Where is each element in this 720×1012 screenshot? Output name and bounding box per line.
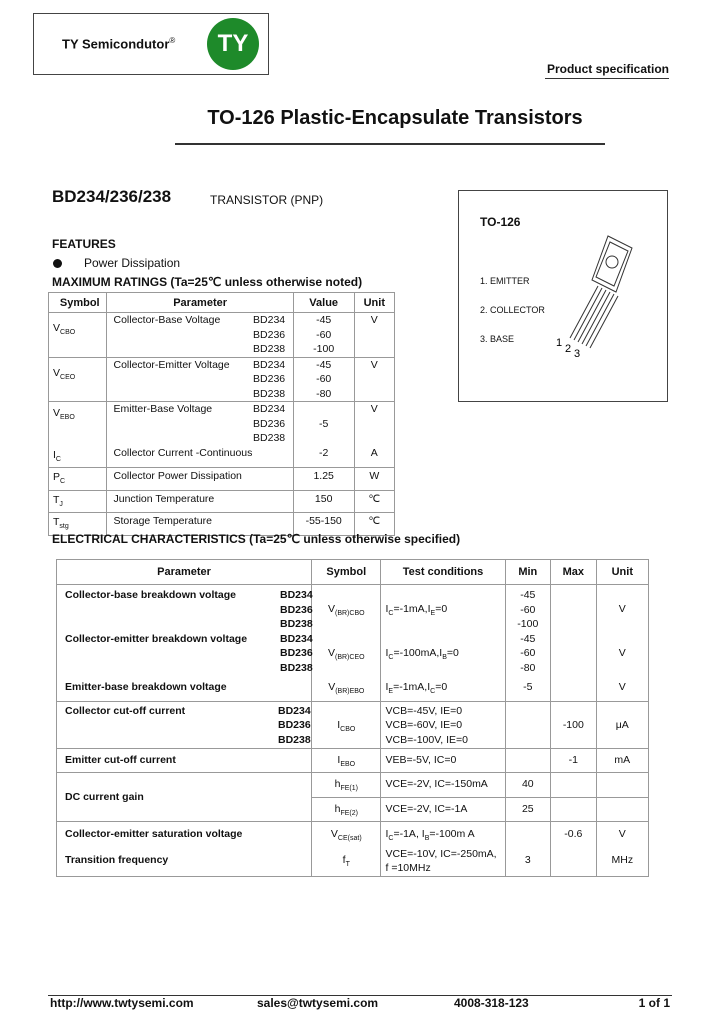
param-cell — [57, 585, 312, 632]
pin-number-3: 3 — [574, 348, 581, 360]
symbol-ic: $I_C$ — [49, 446, 107, 468]
ty-logo: TY — [207, 18, 259, 70]
condition-list — [381, 701, 505, 748]
table-row — [57, 748, 649, 773]
min-value: 3 — [505, 847, 551, 877]
table-row — [57, 847, 649, 877]
col-header-symbol: Symbol — [312, 560, 381, 585]
value: -2 — [293, 446, 354, 468]
symbol: $V_{CE(sat)}$ — [312, 822, 381, 847]
condition: $I_E=-1mA,I_C=0$ — [381, 675, 505, 701]
symbol: $f_T$ — [312, 847, 381, 877]
unit: V — [596, 822, 648, 847]
col-header-test-conditions: Test conditions — [381, 560, 505, 585]
unit: ℃ — [354, 513, 394, 536]
col-header-value: Value — [293, 293, 354, 313]
param-cell — [57, 701, 312, 748]
variant: BD238 — [280, 661, 313, 674]
col-header-parameter: Parameter — [57, 560, 312, 585]
symbol: $h_{FE(1)}$ — [312, 773, 381, 798]
footer-page-number: 1 of 1 — [638, 996, 670, 1010]
symbol-tj: $T_J$ — [49, 490, 107, 513]
package-title: TO-126 — [480, 215, 521, 229]
min-value — [505, 822, 551, 847]
param-name: Collector cut-off current — [65, 704, 186, 717]
value: -5 — [319, 417, 329, 430]
unit: V — [596, 675, 648, 701]
pin-label-base: 3. BASE — [480, 334, 515, 344]
table-row — [49, 490, 395, 513]
max-value — [551, 632, 597, 676]
value-list — [293, 402, 354, 446]
max-value: -0.6 — [551, 822, 597, 847]
max-value — [551, 585, 597, 632]
table-row — [49, 468, 395, 491]
symbol-pc: $P_C$ — [49, 468, 107, 491]
condition: VCB=-100V, IE=0 — [385, 733, 468, 746]
variant: BD236 — [278, 719, 311, 731]
variant: BD238 — [253, 387, 286, 400]
min-value: 40 — [505, 773, 551, 798]
to126-package-drawing — [548, 230, 648, 360]
condition-list — [381, 847, 505, 877]
electrical-characteristics-table — [56, 559, 649, 877]
parameter: Junction Temperature — [107, 490, 293, 513]
table-row — [57, 632, 649, 676]
table-row — [57, 675, 649, 701]
value-list — [293, 357, 354, 402]
parameter: Collector Current -Continuous — [107, 446, 293, 468]
unit — [596, 773, 648, 798]
product-specification-label: Product specification — [546, 62, 669, 76]
variant: BD234 — [253, 403, 286, 415]
variant-list — [253, 402, 293, 446]
title-underline — [175, 143, 605, 145]
unit: V — [596, 585, 648, 632]
unit: V — [354, 357, 394, 402]
table-row — [57, 585, 649, 632]
min-value — [505, 701, 551, 748]
value-list — [293, 313, 354, 358]
header-rule — [545, 78, 669, 79]
min-value: -60 — [520, 603, 536, 616]
condition: VEB=-5V, IC=0 — [381, 748, 505, 773]
value: -60 — [316, 373, 332, 385]
symbol-vcbo: $V_{CBO}$ — [49, 313, 107, 358]
table-row — [57, 773, 649, 798]
table-row — [49, 446, 395, 468]
condition: VCB=-45V, IE=0 — [385, 704, 463, 717]
min-value: -100 — [517, 618, 539, 630]
pin-label-emitter: 1. EMITTER — [480, 276, 530, 286]
value: -60 — [316, 328, 332, 341]
symbol-tstg: $T_{stg}$ — [49, 513, 107, 536]
variant: BD234 — [253, 358, 286, 371]
electrical-heading: ELECTRICAL CHARACTERISTICS (Ta=25℃ unless otherwise specified) — [52, 532, 461, 546]
variant: BD234 — [278, 704, 311, 717]
value: -45 — [316, 314, 332, 326]
features-heading: FEATURES — [52, 237, 116, 251]
min-value: -45 — [520, 632, 536, 645]
min-value: -5 — [505, 675, 551, 701]
value: -45 — [316, 358, 332, 371]
variant: BD234 — [280, 589, 313, 601]
footer-website[interactable]: http://www.twtysemi.com — [50, 996, 194, 1010]
parameter: Emitter-Base Voltage — [107, 402, 253, 446]
variant: BD238 — [278, 733, 311, 746]
part-type: TRANSISTOR (PNP) — [210, 193, 324, 207]
unit: ℃ — [354, 490, 394, 513]
condition: VCE=-2V, IC=-1A — [381, 797, 505, 822]
condition: f =10MHz — [385, 862, 431, 875]
pin-number-2: 2 — [565, 343, 572, 355]
param-name: Transition frequency — [57, 847, 312, 877]
unit — [596, 797, 648, 822]
param-name: Emitter-base breakdown voltage — [57, 675, 312, 701]
min-list — [505, 585, 551, 632]
table-row — [57, 822, 649, 847]
variant-list — [253, 313, 293, 358]
value: 1.25 — [293, 468, 354, 491]
value: 150 — [293, 490, 354, 513]
table-row — [49, 357, 395, 402]
condition: $I_C=-100mA,I_B=0$ — [381, 632, 505, 676]
max-value — [551, 773, 597, 798]
max-value — [551, 675, 597, 701]
variant: BD236 — [253, 417, 286, 430]
unit: W — [354, 468, 394, 491]
pin-number-1: 1 — [556, 337, 563, 349]
col-header-unit: Unit — [354, 293, 394, 313]
registered-mark: ® — [169, 36, 176, 45]
max-ratings-heading-text: MAXIMUM RATINGS (Ta=25℃ unless otherwise noted) — [52, 275, 363, 289]
variant: BD236 — [253, 328, 286, 341]
param-name: Collector-emitter saturation voltage — [57, 822, 312, 847]
value: -55-150 — [293, 513, 354, 536]
value: -80 — [316, 387, 332, 400]
param-name: Collector-base breakdown voltage — [65, 589, 236, 601]
max-value: -100 — [551, 701, 597, 748]
feature-item: Power Dissipation — [84, 256, 181, 270]
symbol: $V_{(BR)EBO}$ — [312, 675, 381, 701]
symbol: $h_{FE(2)}$ — [312, 797, 381, 822]
param-name: Emitter cut-off current — [57, 748, 312, 773]
max-value — [551, 847, 597, 877]
symbol: $I_{EBO}$ — [312, 748, 381, 773]
table-row — [57, 701, 649, 748]
param-cell — [57, 632, 312, 676]
unit: A — [354, 446, 394, 468]
param-name: Collector-emitter breakdown voltage — [65, 632, 248, 645]
parameter: Collector-Emitter Voltage — [107, 357, 253, 402]
symbol: $V_{(BR)CBO}$ — [312, 585, 381, 632]
variant: BD238 — [280, 618, 313, 630]
unit: MHz — [596, 847, 648, 877]
unit: μA — [596, 701, 648, 748]
min-value: -45 — [520, 589, 536, 601]
condition: VCE=-2V, IC=-150mA — [381, 773, 505, 798]
document-title: TO-126 Plastic-Encapsulate Transistors — [207, 107, 583, 129]
col-header-symbol: Symbol — [49, 293, 107, 313]
max-ratings-heading — [52, 275, 362, 289]
min-value — [505, 748, 551, 773]
pin-label-collector: 2. COLLECTOR — [480, 305, 545, 315]
min-list — [505, 632, 551, 676]
variant: BD234 — [253, 314, 286, 326]
symbol: $I_{CBO}$ — [312, 701, 381, 748]
max-value: -1 — [551, 748, 597, 773]
variant-list — [253, 357, 293, 402]
footer-email[interactable]: sales@twtysemi.com — [257, 996, 379, 1010]
part-number: BD234/236/238 — [52, 187, 172, 206]
col-header-max: Max — [551, 560, 597, 585]
unit: V — [596, 632, 648, 676]
min-value: -80 — [520, 661, 536, 674]
value: -100 — [313, 343, 335, 355]
variant: BD236 — [253, 373, 286, 385]
col-header-unit: Unit — [596, 560, 648, 585]
min-value: 25 — [505, 797, 551, 822]
parameter: Collector-Base Voltage — [107, 313, 253, 358]
condition: $I_C=-1A$, $I_B=-100m$ A — [381, 822, 505, 847]
parameter: Storage Temperature — [107, 513, 293, 536]
table-row — [49, 402, 395, 446]
min-value: -60 — [520, 647, 536, 659]
param-name: DC current gain — [57, 773, 312, 822]
col-header-parameter: Parameter — [107, 293, 293, 313]
variant: BD238 — [253, 432, 286, 444]
unit: V — [354, 402, 394, 446]
parameter: Collector Power Dissipation — [107, 468, 293, 491]
company-name: TY Semicondutor® — [62, 36, 176, 52]
variant: BD236 — [280, 647, 313, 659]
variant: BD236 — [280, 603, 313, 616]
symbol-vceo: $V_{CEO}$ — [49, 357, 107, 402]
bullet-icon — [53, 259, 62, 268]
condition: VCE=-10V, IC=-250mA, — [385, 847, 497, 860]
condition: $I_C=-1mA,I_E=0$ — [381, 585, 505, 632]
col-header-min: Min — [505, 560, 551, 585]
variant: BD234 — [280, 632, 313, 645]
symbol: $V_{(BR)CEO}$ — [312, 632, 381, 676]
max-value — [551, 797, 597, 822]
max-ratings-table — [48, 292, 395, 536]
variant: BD238 — [253, 343, 286, 355]
unit: V — [354, 313, 394, 358]
unit: mA — [596, 748, 648, 773]
condition: VCB=-60V, IE=0 — [385, 719, 463, 731]
symbol-vebo: $V_{EBO}$ — [49, 402, 107, 446]
footer-phone: 4008-318-123 — [454, 996, 529, 1010]
table-row — [49, 313, 395, 358]
